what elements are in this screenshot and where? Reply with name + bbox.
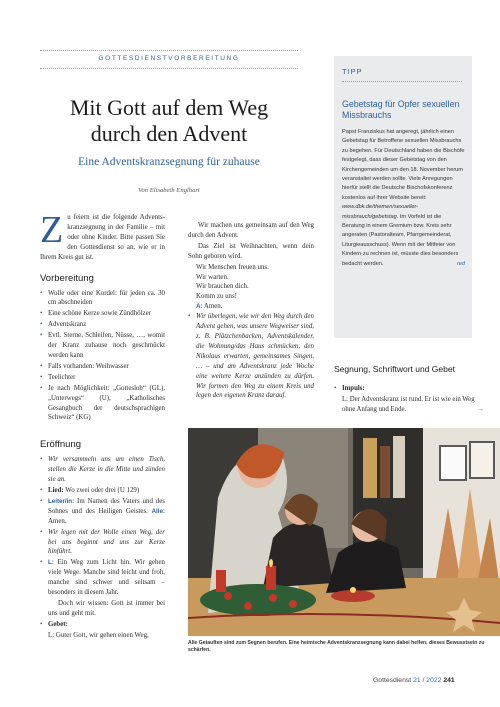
heading-vorbereitung: Vorbereitung <box>40 272 94 284</box>
heading-eroeffnung: Eröffnung <box>40 439 82 451</box>
section-kicker: GOTTESDIENSTVORBEREITUNG <box>98 55 240 62</box>
tip-label: TIPP <box>342 67 363 76</box>
prep-item: • Je nach Möglichkeit: „Gotteslob“ (GL), „Unterwegs“ (U), „Katholisches Gesangbuch der deutschsprachigen Schweiz“ (KG) <box>40 384 165 424</box>
verse-line: Wir brauchen dich. <box>196 283 249 291</box>
title-line-1: Mit Gott auf dem Weg <box>69 95 269 120</box>
prep-item: • Falls vorhanden: Weihwasser <box>40 362 165 372</box>
prep-item: • Evtl. Sterne, Schleifen, Nüsse, …, womit der Kranz zuhause noch geschmückt werden kann <box>40 331 165 361</box>
leader-line: • Leiter/in: Im Namen des Vaters und des Sohnes und des Heiligen Geistes. Alle: Amen. <box>40 497 165 527</box>
article-subtitle: Eine Adventskranzsegnung für zuhause <box>78 156 260 168</box>
rubric-advent-path: • Wir überlegen, wie wir den Weg durch den Advent gehen, was unsere Wegweiser sind, z. B. Plätzchenbacken, Adventskalender, die Wohnung/das Haus schmücken, den Nikolaus erwarten, gemeinsames Singen, … – und am Adventskranz jede Woche eine weitere Kerze anzünden zu dürfen. Wir formen den Weg zu einem Kreis und legen den eigenen Kranz darauf. <box>188 312 314 401</box>
kicker-rule-bottom <box>40 68 298 69</box>
prep-item: • Eine schöne Kerze sowie Zündhölzer <box>40 309 165 319</box>
prayer-heading: • Gebet: <box>40 620 165 630</box>
magazine-name: Gottesdienst <box>373 677 412 684</box>
issue-number: 21 / 2022 <box>413 677 442 684</box>
leader-text: • L: Ein Weg zum Licht hin. Wir gehen viele Wege. Manche sind leicht und froh, manche sind schwer und seltsam – besonders in diesem Jahr. <box>40 558 165 598</box>
impulse-text: L: Der Adventskranz ist rund. Er ist wie ein Weg ohne Anfang und Ende. → <box>342 395 484 413</box>
impulse-label: Impuls: <box>342 385 365 392</box>
prep-item: • Adventskranz <box>40 320 165 330</box>
left-column <box>40 209 165 641</box>
tip-divider <box>342 81 462 82</box>
response-line: A: Amen. <box>196 303 223 311</box>
middle-column <box>188 221 314 402</box>
verse-line: Komm zu uns! <box>196 293 237 301</box>
verse-line: Wir warten. <box>196 273 229 281</box>
paragraph-god-with-us: Doch wir wissen: Gott ist immer bei uns und geht mit. <box>48 600 165 617</box>
prep-item: • Wolle oder eine Kordel: für jeden ca. 30 cm abschneiden <box>40 289 165 309</box>
tip-body: Papst Franziskus hat angeregt, jährlich einen Gebetstag für Betroffene sexuellen Missbrauchs zu begehen. Für Deutschland haben die Bischöfe festgelegt, dass dieser Gebetstag von den Kirchengemeinden um den 18. November herum veranstaltet werden sollte. Viele Anregungen hierfür stellt die Deutsche Bischofskonferenz kostenlos auf ihrer Website bereit: www.dbk.de/themen/sexueller-missbrauch/gebetstag. Im Vorfeld ist die Beratung in einem Gremium bzw. Kreis sehr angeraten (Pastoralteam, Pfarrgemeinderat, Liturgieausschuss). Wenn mit der Mitfeier von Kindern zu rechnen ist, müsste dies besonders bedacht werden. red <box>342 128 465 269</box>
tip-link[interactable]: www.dbk.de/themen/sexueller-missbrauch/gebetstag <box>342 204 419 220</box>
tip-heading: Gebetstag für Opfer sexuellen Missbrauchs <box>342 99 460 120</box>
tip-signature: red <box>456 260 465 267</box>
title-line-2: durch den Advent <box>90 121 248 146</box>
prayer-line: Das Ziel ist Weihnachten, wenn dein Sohn geboren wird. <box>188 242 314 260</box>
page-footer <box>373 677 455 684</box>
author-byline: Von Elisabeth Englhart <box>138 187 200 194</box>
prayer-line: L: Guter Gott, wir gehen einen Weg, <box>48 631 149 639</box>
drop-cap: Z <box>40 209 64 251</box>
rubric-gather: • Wir versammeln uns um einen Tisch, stellen die Kerze in die Mitte und zünden sie an. <box>40 455 165 485</box>
song-line: • Lied: Wo zwei oder drei (U 129) <box>40 486 165 496</box>
impulse-block <box>334 384 484 414</box>
verse-line: Wir Menschen freuen uns. <box>196 263 269 271</box>
photo-illustration <box>188 428 500 636</box>
article-title <box>40 95 298 147</box>
page-number: 241 <box>443 677 455 684</box>
prayer-line: Wir machen uns gemeinsam auf den Weg durch den Advent. <box>188 222 314 239</box>
prep-item: • Teelichter <box>40 373 165 383</box>
continue-arrow-icon: → <box>477 405 484 413</box>
intro-paragraph: Zu feiern ist die folgende Adventskranzsegnung in der Familie – mit oder ohne Kinder. Bitte passen Sie den Gottesdienst so an, wie er in Ihrem Kreis gut ist. <box>40 209 165 261</box>
heading-segnung: Segnung, Schriftwort und Gebet <box>334 364 455 374</box>
family-advent-photo <box>188 428 500 636</box>
kicker-rule-top <box>40 50 298 51</box>
photo-caption: Alle Getauften sind zum Segnen berufen. Eine heimische Adventskranzsegnung kann dabei helfen, dieses Bewusstsein zu schärfen. <box>188 640 485 654</box>
rubric-wool-path: • Wir legen mit der Wolle einen Weg, der bei uns beginnt und uns zur Kerze hinführt. <box>40 528 165 558</box>
